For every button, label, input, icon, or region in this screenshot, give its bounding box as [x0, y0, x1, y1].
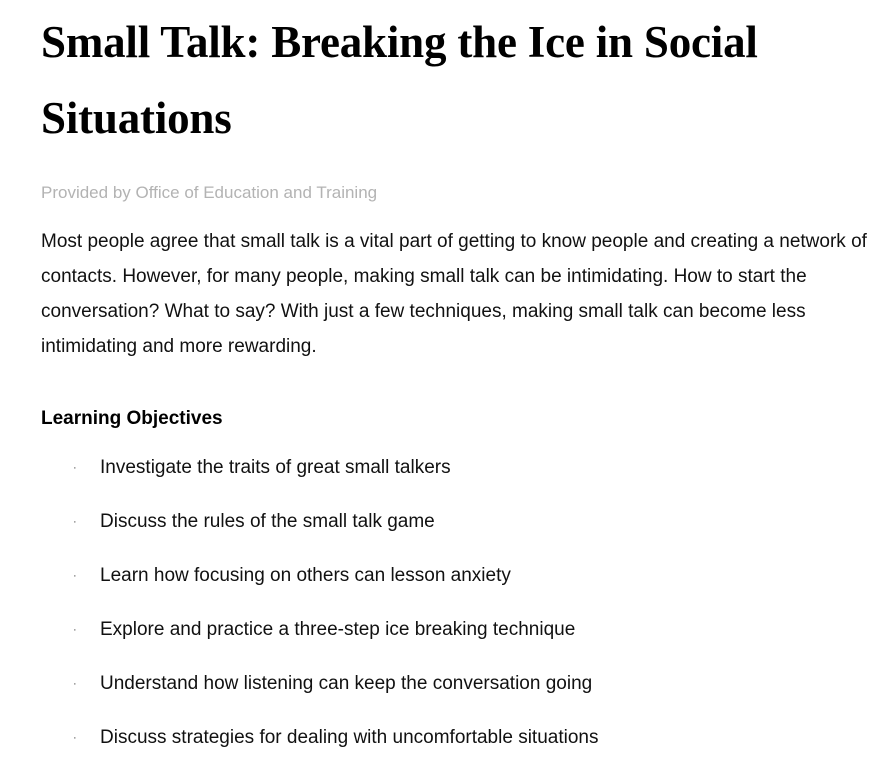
objectives-heading: Learning Objectives — [41, 408, 223, 429]
objective-text: Discuss strategies for dealing with uncomfortable situations — [100, 727, 599, 748]
bullet-icon: · — [73, 462, 77, 474]
bullet-icon: · — [73, 678, 77, 690]
page-title: Small Talk: Breaking the Ice in Social Situations — [41, 17, 758, 143]
bullet-icon: · — [73, 570, 77, 582]
objective-item — [41, 726, 881, 750]
objectives-list — [41, 456, 881, 750]
objective-item — [41, 456, 881, 480]
objective-item — [41, 618, 881, 642]
objective-item — [41, 564, 881, 588]
objective-text: Understand how listening can keep the conversation going — [100, 673, 593, 694]
bullet-icon: · — [73, 516, 77, 528]
document-page — [41, 0, 881, 780]
provider-note: Provided by Office of Education and Training — [41, 183, 378, 202]
objective-item — [41, 510, 881, 534]
intro-paragraph: Most people agree that small talk is a vital part of getting to know people and creating a network of contacts. However, for many people, making small talk can be intimidating. How to start the conversation? What to say? With just a few techniques, making small talk can become less intimidating and more rewarding. — [41, 231, 867, 357]
objective-item — [41, 672, 881, 696]
objective-text: Investigate the traits of great small talkers — [100, 457, 451, 478]
objective-text: Explore and practice a three-step ice breaking technique — [100, 619, 576, 640]
objective-text: Learn how focusing on others can lesson anxiety — [100, 565, 511, 586]
bullet-icon: · — [73, 624, 77, 636]
objective-text: Discuss the rules of the small talk game — [100, 511, 435, 532]
bullet-icon: · — [73, 732, 77, 744]
